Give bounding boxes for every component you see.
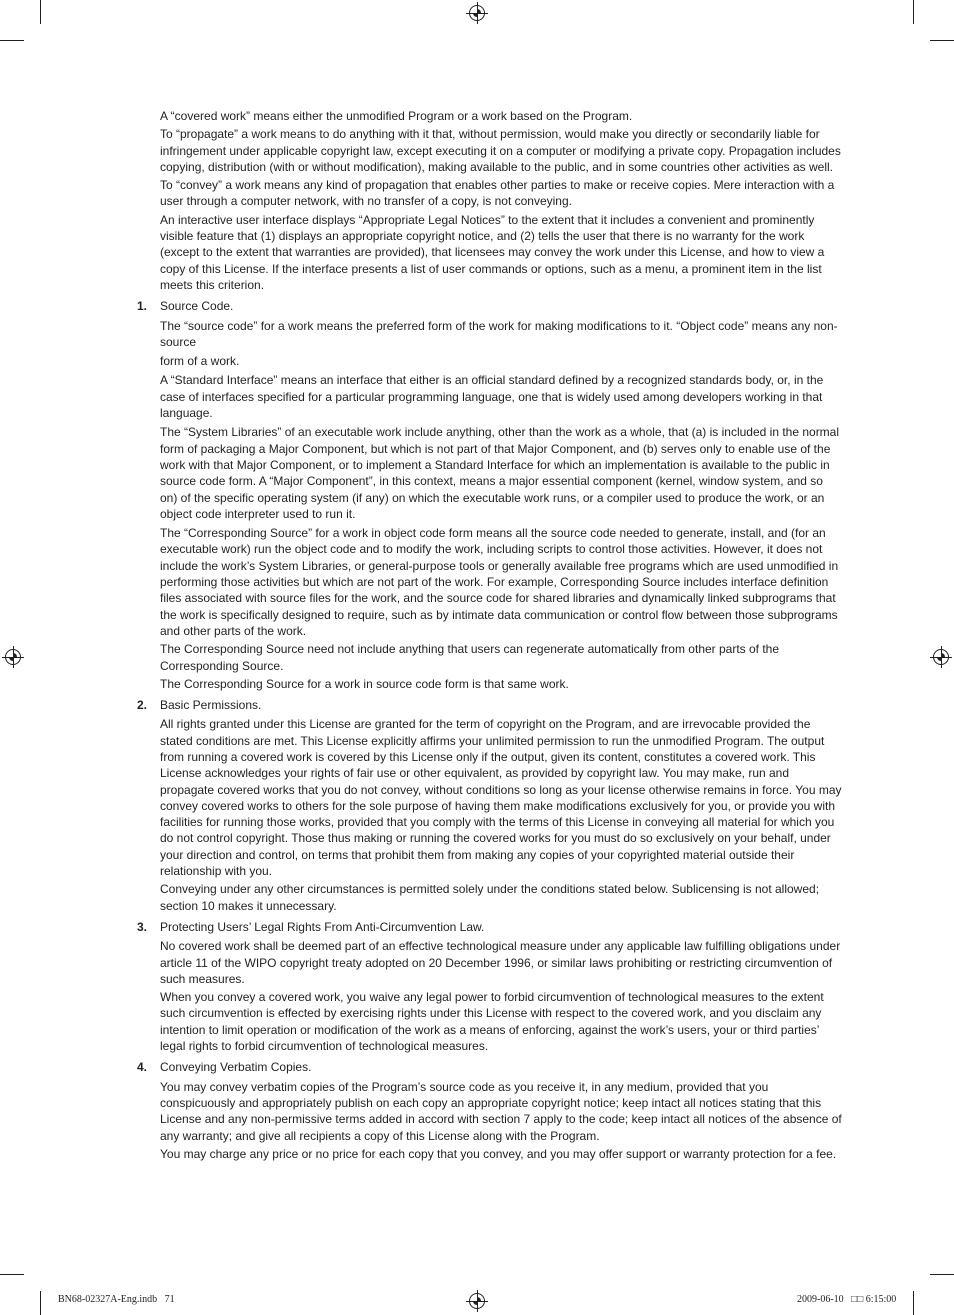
paragraph: form of a work. bbox=[160, 354, 240, 369]
intro-definitions bbox=[160, 108, 842, 293]
section-title: Basic Permissions. bbox=[160, 698, 262, 713]
crop-mark-top-right bbox=[913, 0, 914, 24]
paragraph: No covered work shall be deemed part of an effective technological measure under any applicable law fulfilling obligations under article 11 of the WIPO copyright treaty adopted on 20 December 1996, or similar laws prohibiting or restricting circumvention of such measures. bbox=[160, 939, 841, 986]
paragraph: The Corresponding Source for a work in source code form is that same work. bbox=[160, 676, 569, 691]
license-text bbox=[137, 108, 842, 1164]
paragraph: To “convey” a work means any kind of propagation that enables other parties to make or receive copies. Mere interaction with a user through a computer network, with no transfer of a copy, is not conveying. bbox=[160, 178, 835, 209]
crop-mark-top-left bbox=[40, 0, 41, 24]
section-title: Conveying Verbatim Copies. bbox=[160, 1060, 312, 1075]
paragraph: A “Standard Interface” means an interface that either is an official standard defined by a recognized standards body, or, in the case of interfaces specified for a particular programming language, one that is widely used among developers working in that language. bbox=[160, 373, 824, 421]
section-number: 1. bbox=[137, 299, 148, 314]
section-source-code bbox=[137, 298, 842, 692]
paragraph: To “propagate” a work means to do anything with it that, without permission, would make you directly or secondarily liable for infringement under applicable copyright law, except executing it on a computer or modifying a private copy. Propagation includes copying, distribution (with or without modification), making available to the public, and in some countries other activities as well. bbox=[160, 127, 841, 174]
section-verbatim-copies bbox=[137, 1059, 842, 1162]
paragraph: You may convey verbatim copies of the Program’s source code as you receive it, in any medium, provided that you conspicuously and appropriately publish on each copy an appropriate copyright notice; keep intact all notices stating that this License and any non-permissive terms added in accord with section 7 apply to the code; keep intact all notices of the absence of any warranty; and give all recipients a copy of this License along with the Program. bbox=[160, 1079, 842, 1143]
crop-mark-bottom-right bbox=[913, 1291, 914, 1315]
paragraph: The Corresponding Source need not include anything that users can regenerate automatically from other parts of the Corresponding Source. bbox=[160, 642, 780, 673]
paragraph: The “Corresponding Source” for a work in object code form means all the source code needed to generate, install, and (for an executable work) run the object code and to modify the work, including scripts to control those activities. However, it does not include the work’s System Libraries, or general-purpose tools or generally available free programs which are used unmodified in performing those activities but which are not part of the work. For example, Corresponding Source includes interface definition files associated with source files for the work, and the source code for shared libraries and dynamically linked subprograms that the work is specifically designed to require, such as by intimate data communication or control flow between those subprograms and other parts of the work. bbox=[160, 526, 839, 638]
crop-mark-bottom-left bbox=[40, 1291, 41, 1315]
paragraph: A “covered work” means either the unmodified Program or a work based on the Program. bbox=[160, 109, 633, 123]
section-number: 2. bbox=[137, 698, 148, 713]
registration-mark-left-icon bbox=[5, 649, 21, 665]
section-number: 3. bbox=[137, 919, 148, 934]
paragraph: The “source code” for a work means the preferred form of the work for making modifications to it. “Object code” means any non-source bbox=[160, 318, 838, 349]
paragraph: The “System Libraries” of an executable work include anything, other than the work as a whole, that (a) is included in the normal form of packaging a Major Component, but which is not part of that Major Component, and (b) serves only to enable use of the work with that Major Component, or to implement a Standard Interface for which an implementation is available to the public in source code form. A “Major Component”, in this context, means a major essential component (kernel, window system, and so on) of the specific operating system (if any) on which the executable work runs, or a compiler used to produce the work, or an object code interpreter used to run it. bbox=[160, 425, 840, 521]
paragraph: When you convey a covered work, you waive any legal power to forbid circumvention of technological measures to the extent such circumvention is effected by exercising rights under this License with respect to the covered work, and you disclaim any intention to limit operation or modification of the work as a means of enforcing, against the work’s users, your or third parties’ legal rights to forbid circumvention of technological measures. bbox=[160, 990, 824, 1054]
paragraph: All rights granted under this License are granted for the term of copyright on the Program, and are irrevocable provided the stated conditions are met. This License explicitly affirms your unlimited permission to run the unmodified Program. The output from running a covered work is covered by this License only if the output, given its content, constitutes a covered work. This License acknowledges your rights of fair use or other equivalent, as provided by copyright law. You may make, run and propagate covered works that you do not convey, without conditions so long as your license otherwise remains in force. You may convey covered works to others for the sole purpose of having them make modifications exclusively for you, or provide you with facilities for running those works, provided that you comply with the terms of this License in conveying all material for which you do not control copyright. Those thus making or running the covered works for you must do so exclusively on your behalf, under your direction and control, on terms that prohibit them from making any copies of your copyrighted material outside their relationship with you. bbox=[160, 717, 842, 879]
section-anti-circumvention bbox=[137, 919, 842, 1054]
footer-file-info: BN68-02327A-Eng.indb 71 bbox=[58, 1294, 175, 1305]
section-title: Source Code. bbox=[160, 299, 234, 314]
paragraph: An interactive user interface displays “Appropriate Legal Notices” to the extent that it includes a convenient and prominently visible feature that (1) displays an appropriate copyright notice, and (2) tells the user that there is no warranty for the work (except to the extent that warranties are provided), that licensees may convey the work under this License, and how to view a copy of this License. If the interface presents a list of user commands or options, such as a menu, a prominent item in the list meets this criterion. bbox=[160, 212, 825, 292]
paragraph: You may charge any price or no price for each copy that you convey, and you may offer support or warranty protection for a fee. bbox=[160, 1146, 837, 1161]
section-basic-permissions bbox=[137, 697, 842, 914]
registration-mark-top-icon bbox=[469, 5, 485, 21]
crop-mark-top-left-h bbox=[0, 40, 24, 41]
crop-mark-bottom-left-h bbox=[0, 1274, 24, 1275]
registration-mark-right-icon bbox=[933, 649, 949, 665]
section-title: Protecting Users’ Legal Rights From Anti-Circumvention Law. bbox=[160, 919, 485, 934]
paragraph: Conveying under any other circumstances is permitted solely under the conditions stated below. Sublicensing is not allowed; section 10 makes it unnecessary. bbox=[160, 882, 820, 913]
section-number: 4. bbox=[137, 1060, 148, 1075]
footer-timestamp: 2009-06-10 □□ 6:15:00 bbox=[797, 1294, 897, 1305]
crop-mark-top-right-h bbox=[930, 40, 954, 41]
registration-mark-bottom-icon bbox=[469, 1293, 485, 1309]
crop-mark-bottom-right-h bbox=[930, 1274, 954, 1275]
